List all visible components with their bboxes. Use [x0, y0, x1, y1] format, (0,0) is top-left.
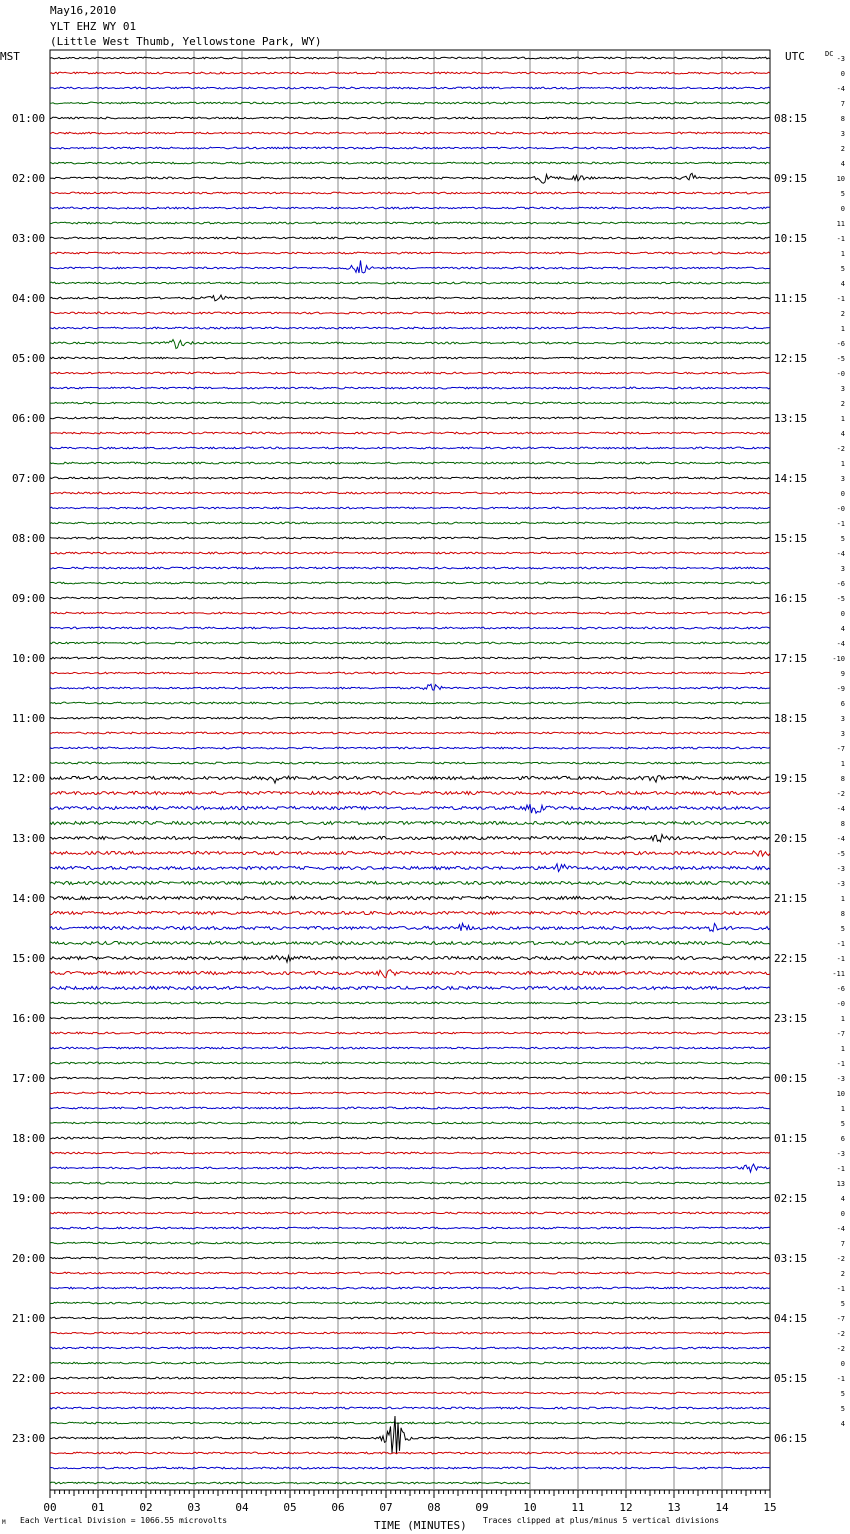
dc-offset-label: 1	[840, 325, 845, 333]
dc-offset-label: 2	[840, 400, 845, 408]
mst-hour-label: 11:00	[12, 712, 46, 725]
dc-offset-label: -5	[836, 850, 845, 858]
dc-offset-label: -2	[836, 445, 845, 453]
trace-line	[50, 1362, 770, 1364]
dc-offset-label: 1	[840, 760, 845, 768]
dc-offset-label: -0	[836, 1000, 845, 1008]
dc-offset-label: 4	[840, 280, 845, 288]
trace-line	[50, 732, 770, 734]
utc-hour-label: 22:15	[774, 952, 808, 965]
dc-offset-label: -2	[836, 1255, 845, 1263]
dc-offset-label: 1	[840, 1105, 845, 1113]
mst-hour-label: 09:00	[12, 592, 46, 605]
utc-hour-label: 01:15	[774, 1132, 808, 1145]
dc-offset-label: 2	[840, 145, 845, 153]
dc-offset-label: 5	[840, 1120, 845, 1128]
trace-line	[50, 970, 770, 978]
trace-line	[50, 1332, 770, 1334]
dc-offset-label: 0	[840, 205, 845, 213]
utc-hour-label: 00:15	[774, 1072, 808, 1085]
trace-line	[50, 295, 770, 301]
dc-offset-label: 10	[836, 1090, 845, 1098]
trace-line	[50, 1164, 770, 1172]
utc-hour-label: 10:15	[774, 232, 808, 245]
x-tick-label: 05	[283, 1501, 297, 1514]
trace-line	[50, 762, 770, 764]
dc-offset-label: -2	[836, 790, 845, 798]
trace-line	[50, 207, 770, 209]
dc-offset-label: -1	[836, 1060, 845, 1068]
dc-offset-label: -1	[836, 235, 845, 243]
trace-line	[50, 821, 770, 824]
trace-line	[50, 1377, 770, 1379]
dc-offset-label: 6	[840, 700, 845, 708]
dc-offset-label: 4	[840, 625, 845, 633]
dc-offset-label: 1	[840, 895, 845, 903]
utc-hour-label: 14:15	[774, 472, 808, 485]
dc-offset-label: -4	[836, 85, 845, 93]
mst-hour-label: 22:00	[12, 1372, 46, 1385]
trace-line	[50, 1197, 770, 1199]
dc-offset-label: 2	[840, 1270, 845, 1278]
trace-line	[50, 57, 770, 59]
trace-line	[50, 791, 770, 794]
x-tick-label: 06	[331, 1501, 345, 1514]
dc-offset-label: 1	[840, 1015, 845, 1023]
trace-line	[50, 1302, 770, 1304]
dc-offset-label: -3	[836, 1150, 845, 1158]
mst-hour-label: 07:00	[12, 472, 46, 485]
dc-offset-label: 4	[840, 1420, 845, 1428]
dc-offset-label: 7	[840, 1240, 845, 1248]
mst-hour-label: 16:00	[12, 1012, 46, 1025]
dc-offset-label: -4	[836, 550, 845, 558]
mst-hour-label: 03:00	[12, 232, 46, 245]
x-tick-label: 07	[379, 1501, 393, 1514]
dc-offset-label: 8	[840, 115, 845, 123]
trace-line	[50, 1107, 770, 1109]
dc-offset-label: -10	[832, 655, 845, 663]
trace-line	[50, 1002, 770, 1004]
utc-hour-label: 06:15	[774, 1432, 808, 1445]
trace-line	[50, 237, 770, 239]
trace-line	[50, 1017, 770, 1019]
utc-hour-label: 16:15	[774, 592, 808, 605]
trace-line	[50, 1077, 770, 1079]
trace-line	[50, 612, 770, 614]
station-code: YLT EHZ WY 01	[50, 20, 137, 33]
trace-line	[50, 552, 770, 554]
dc-offset-label: -7	[836, 745, 845, 753]
dc-offset-label: 10	[836, 175, 845, 183]
dc-offset-label: -7	[836, 1315, 845, 1323]
trace-line	[50, 911, 770, 914]
trace-line	[50, 357, 770, 359]
dc-offset-label: 5	[840, 265, 845, 273]
dc-offset-label: -4	[836, 640, 845, 648]
dc-offset-label: 7	[840, 100, 845, 108]
dc-offset-label: -1	[836, 1285, 845, 1293]
trace-line	[50, 222, 770, 224]
trace-line	[50, 102, 770, 104]
utc-hour-label: 18:15	[774, 712, 808, 725]
x-tick-label: 15	[763, 1501, 777, 1514]
dc-offset-label: -1	[836, 1375, 845, 1383]
trace-line	[50, 1122, 770, 1124]
trace-line	[50, 627, 770, 629]
dc-offset-label: 0	[840, 1360, 845, 1368]
trace-line	[50, 1347, 770, 1349]
trace-line	[50, 597, 770, 599]
mst-hour-label: 15:00	[12, 952, 46, 965]
dc-offset-label: -1	[836, 955, 845, 963]
mst-hour-label: 21:00	[12, 1312, 46, 1325]
x-tick-label: 09	[475, 1501, 489, 1514]
trace-line	[50, 1227, 770, 1229]
dc-offset-label: -11	[832, 970, 845, 978]
trace-line	[50, 642, 770, 644]
trace-line	[50, 1317, 770, 1319]
dc-offset-label: -0	[836, 505, 845, 513]
x-tick-label: 13	[667, 1501, 681, 1514]
dc-offset-label: -6	[836, 340, 845, 348]
trace-line	[50, 432, 770, 434]
mst-hour-label: 19:00	[12, 1192, 46, 1205]
dc-offset-label: -1	[836, 1165, 845, 1173]
dc-offset-label: 0	[840, 490, 845, 498]
x-tick-label: 14	[715, 1501, 729, 1514]
dc-offset-label: 0	[840, 610, 845, 618]
utc-hour-label: 04:15	[774, 1312, 808, 1325]
utc-hour-label: 11:15	[774, 292, 808, 305]
trace-line	[50, 672, 770, 674]
trace-line	[50, 1137, 770, 1139]
trace-line	[50, 387, 770, 389]
trace-line	[50, 162, 770, 164]
dc-label: DC	[825, 50, 834, 58]
mst-hour-label: 08:00	[12, 532, 46, 545]
trace-line	[50, 522, 770, 524]
trace-line	[50, 312, 770, 314]
dc-offset-label: 3	[840, 130, 845, 138]
mst-hour-label: 14:00	[12, 892, 46, 905]
utc-hour-label: 20:15	[774, 832, 808, 845]
trace-line	[50, 776, 770, 783]
dc-offset-label: 1	[840, 460, 845, 468]
trace-line	[50, 1407, 770, 1409]
trace-line	[50, 702, 770, 704]
dc-offset-label: -1	[836, 940, 845, 948]
dc-offset-label: 8	[840, 775, 845, 783]
trace-line	[50, 835, 770, 842]
dc-offset-label: -2	[836, 1345, 845, 1353]
x-tick-label: 04	[235, 1501, 249, 1514]
trace-line	[50, 1287, 770, 1289]
dc-offset-label: -7	[836, 1030, 845, 1038]
dc-offset-label: -3	[836, 1075, 845, 1083]
trace-line	[50, 684, 770, 690]
trace-line	[50, 717, 770, 719]
utc-hour-label: 09:15	[774, 172, 808, 185]
scale-note: Each Vertical Division = 1066.55 microvolts	[20, 1516, 228, 1525]
station-location: (Little West Thumb, Yellowstone Park, WY)	[50, 35, 322, 48]
trace-line	[50, 1257, 770, 1259]
dc-offset-label: -5	[836, 355, 845, 363]
dc-offset-label: 0	[840, 70, 845, 78]
dc-offset-label: 5	[840, 1405, 845, 1413]
dc-offset-label: 5	[840, 925, 845, 933]
dc-offset-label: 9	[840, 670, 845, 678]
trace-line	[50, 1272, 770, 1274]
trace-line	[50, 327, 770, 329]
dc-offset-label: 1	[840, 1045, 845, 1053]
trace-line	[50, 851, 770, 856]
clip-note: Traces clipped at plus/minus 5 vertical divisions	[483, 1516, 720, 1525]
x-tick-label: 11	[571, 1501, 585, 1514]
dc-offset-label: 5	[840, 535, 845, 543]
trace-line	[50, 986, 770, 989]
trace-line	[50, 462, 770, 464]
dc-offset-label: 3	[840, 475, 845, 483]
mst-hour-label: 06:00	[12, 412, 46, 425]
trace-line	[50, 72, 770, 74]
x-axis-label: TIME (MINUTES)	[374, 1519, 467, 1532]
trace-line	[50, 923, 770, 931]
dc-offset-label: 5	[840, 1300, 845, 1308]
trace-line	[50, 582, 770, 584]
dc-offset-label: 4	[840, 160, 845, 168]
dc-offset-label: -4	[836, 835, 845, 843]
trace-line	[50, 282, 770, 284]
dc-offset-label: -4	[836, 1225, 845, 1233]
trace-line	[50, 1062, 770, 1064]
trace-line	[50, 941, 770, 944]
trace-line	[50, 567, 770, 569]
dc-offset-label: 0	[840, 1210, 845, 1218]
dc-offset-label: 3	[840, 730, 845, 738]
mst-hour-label: 01:00	[12, 112, 46, 125]
corner-mark: M	[2, 1519, 6, 1526]
utc-hour-label: 17:15	[774, 652, 808, 665]
dc-offset-label: 8	[840, 910, 845, 918]
x-tick-label: 01	[91, 1501, 105, 1514]
trace-line	[50, 896, 770, 899]
mst-axis-label: MST	[0, 50, 20, 63]
trace-line	[50, 492, 770, 494]
trace-line	[50, 1047, 770, 1049]
trace-line	[50, 1392, 770, 1394]
trace-line	[50, 1422, 770, 1424]
dc-offset-label: 11	[836, 220, 845, 228]
trace-line	[50, 173, 770, 183]
trace-line	[50, 1212, 770, 1214]
utc-hour-label: 02:15	[774, 1192, 808, 1205]
dc-offset-label: 4	[840, 430, 845, 438]
trace-line	[50, 1032, 770, 1034]
dc-offset-label: 1	[840, 250, 845, 258]
trace-line	[50, 402, 770, 404]
utc-hour-label: 12:15	[774, 352, 808, 365]
dc-offset-label: 5	[840, 190, 845, 198]
mst-hour-label: 02:00	[12, 172, 46, 185]
x-tick-label: 03	[187, 1501, 201, 1514]
utc-hour-label: 21:15	[774, 892, 808, 905]
trace-line	[50, 192, 770, 194]
trace-line	[50, 1182, 770, 1184]
dc-offset-label: 3	[840, 565, 845, 573]
trace-line	[50, 864, 770, 872]
trace-line	[50, 447, 770, 449]
dc-offset-label: -1	[836, 295, 845, 303]
dc-offset-label: -3	[836, 880, 845, 888]
dc-offset-label: 8	[840, 820, 845, 828]
trace-line	[50, 1092, 770, 1094]
dc-offset-label: 3	[840, 715, 845, 723]
dc-offset-label: -1	[836, 520, 845, 528]
mst-hour-label: 17:00	[12, 1072, 46, 1085]
trace-line	[50, 260, 770, 273]
utc-hour-label: 08:15	[774, 112, 808, 125]
utc-axis-label: UTC	[785, 50, 805, 63]
utc-hour-label: 23:15	[774, 1012, 808, 1025]
trace-line	[50, 956, 770, 963]
utc-hour-label: 19:15	[774, 772, 808, 785]
dc-offset-label: -2	[836, 1330, 845, 1338]
dc-offset-label: -0	[836, 370, 845, 378]
x-tick-label: 02	[139, 1501, 153, 1514]
trace-line	[50, 1467, 770, 1469]
trace-line	[50, 804, 770, 813]
dc-offset-label: 3	[840, 385, 845, 393]
trace-line	[50, 132, 770, 134]
mst-hour-label: 12:00	[12, 772, 46, 785]
dc-offset-label: -3	[836, 55, 845, 63]
dc-offset-label: -3	[836, 865, 845, 873]
mst-hour-label: 05:00	[12, 352, 46, 365]
dc-offset-label: 6	[840, 1135, 845, 1143]
trace-line	[50, 507, 770, 509]
dc-offset-label: -9	[836, 685, 845, 693]
trace-line	[50, 340, 770, 349]
dc-offset-label: 1	[840, 415, 845, 423]
trace-line	[50, 87, 770, 89]
x-tick-label: 00	[43, 1501, 57, 1514]
dc-offset-label: -5	[836, 595, 845, 603]
dc-offset-label: -4	[836, 805, 845, 813]
trace-line	[50, 1152, 770, 1154]
utc-hour-label: 05:15	[774, 1372, 808, 1385]
mst-hour-label: 04:00	[12, 292, 46, 305]
utc-hour-label: 15:15	[774, 532, 808, 545]
utc-hour-label: 03:15	[774, 1252, 808, 1265]
trace-line	[50, 1242, 770, 1244]
x-tick-label: 08	[427, 1501, 441, 1514]
mst-hour-label: 20:00	[12, 1252, 46, 1265]
utc-hour-label: 13:15	[774, 412, 808, 425]
x-tick-label: 10	[523, 1501, 537, 1514]
mst-hour-label: 13:00	[12, 832, 46, 845]
trace-line	[50, 747, 770, 749]
trace-line	[50, 1452, 770, 1454]
dc-offset-label: -6	[836, 985, 845, 993]
mst-hour-label: 23:00	[12, 1432, 46, 1445]
dc-offset-label: 4	[840, 1195, 845, 1203]
trace-line	[50, 117, 770, 119]
x-tick-label: 12	[619, 1501, 633, 1514]
dc-offset-label: 13	[836, 1180, 845, 1188]
dc-offset-label: -6	[836, 580, 845, 588]
mst-hour-label: 10:00	[12, 652, 46, 665]
trace-line	[50, 881, 770, 884]
trace-line	[50, 657, 770, 659]
dc-offset-label: 2	[840, 310, 845, 318]
trace-line	[50, 252, 770, 254]
trace-line	[50, 477, 770, 479]
trace-line	[50, 147, 770, 149]
trace-line	[50, 417, 770, 419]
chart-date: May16,2010	[50, 4, 117, 17]
trace-line	[50, 537, 770, 539]
trace-line	[50, 372, 770, 374]
dc-offset-label: 5	[840, 1390, 845, 1398]
mst-hour-label: 18:00	[12, 1132, 46, 1145]
plot-frame	[50, 50, 770, 1490]
